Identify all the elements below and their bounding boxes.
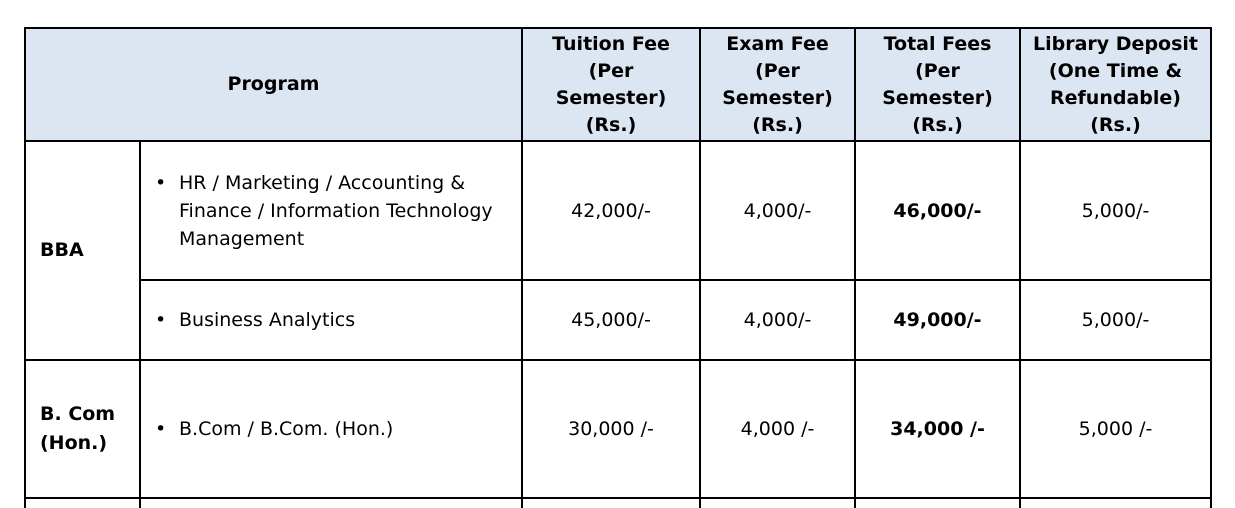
program-name-line: Management [179,227,305,250]
group-bba [25,141,140,360]
empty-cell [700,498,855,508]
exam-fee-cell: 4,000 /- [700,360,855,498]
header-exam-line-4: (Rs.) [752,113,803,136]
empty-cell [855,498,1020,508]
header-tuition-line-4: (Rs.) [585,113,637,136]
header-total-line-1: Total Fees [883,32,992,55]
header-exam-line-3: Semester) [722,86,833,109]
library-deposit-cell: 5,000/- [1020,280,1211,360]
table-row-partial [25,498,1211,508]
program-name-line: HR / Marketing / Accounting & [179,171,466,194]
group-bcom-label-line-2: (Hon.) [40,432,108,454]
header-library-line-3: Refundable) [1050,86,1181,109]
fee-table-container [24,27,1212,508]
program-cell [140,280,522,360]
tuition-fee-cell: 30,000 /- [522,360,700,498]
program-name-line: Business Analytics [179,309,356,331]
header-row [25,28,1211,141]
total-fees-cell: 49,000/- [855,280,1020,360]
header-tuition-line-3: Semester) [555,86,667,109]
table-row [25,280,1211,360]
header-exam-fee [700,28,855,141]
group-bcom [25,360,140,498]
header-total-line-2: (Per [915,59,960,82]
header-library-deposit [1020,28,1211,141]
empty-cell [140,498,522,508]
library-deposit-cell: 5,000/- [1020,141,1211,280]
bullet-icon: • [155,171,167,194]
header-program [25,28,522,141]
header-program-label: Program [227,73,320,95]
bullet-icon: • [155,418,167,440]
library-deposit-cell: 5,000 /- [1020,360,1211,498]
header-library-line-1: Library Deposit [1033,32,1198,55]
group-bcom-label-line-1: B. Com [40,403,116,425]
header-total-line-4: (Rs.) [912,113,963,136]
program-name-line: Finance / Information Technology [179,199,493,222]
table-row [25,141,1211,280]
empty-cell [1020,498,1211,508]
empty-cell [25,498,140,508]
header-total-fees [855,28,1020,141]
program-cell [140,360,522,498]
program-cell [140,141,522,280]
header-tuition-fee [522,28,700,141]
total-fees-cell: 46,000/- [855,141,1020,280]
table-row [25,360,1211,498]
total-fees-cell: 34,000 /- [855,360,1020,498]
tuition-fee-cell: 42,000/- [522,141,700,280]
group-bba-label: BBA [40,239,84,261]
empty-cell [522,498,700,508]
program-name-line: B.Com / B.Com. (Hon.) [179,418,394,440]
header-total-line-3: Semester) [882,86,993,109]
exam-fee-cell: 4,000/- [700,280,855,360]
header-exam-line-2: (Per [755,59,800,82]
bullet-icon: • [155,309,167,331]
header-library-line-4: (Rs.) [1090,113,1141,136]
header-tuition-line-1: Tuition Fee [552,32,670,55]
header-library-line-2: (One Time & [1048,59,1183,82]
tuition-fee-cell: 45,000/- [522,280,700,360]
exam-fee-cell: 4,000/- [700,141,855,280]
header-exam-line-1: Exam Fee [726,32,829,55]
header-tuition-line-2: (Per [588,59,634,82]
fee-table [24,27,1212,508]
